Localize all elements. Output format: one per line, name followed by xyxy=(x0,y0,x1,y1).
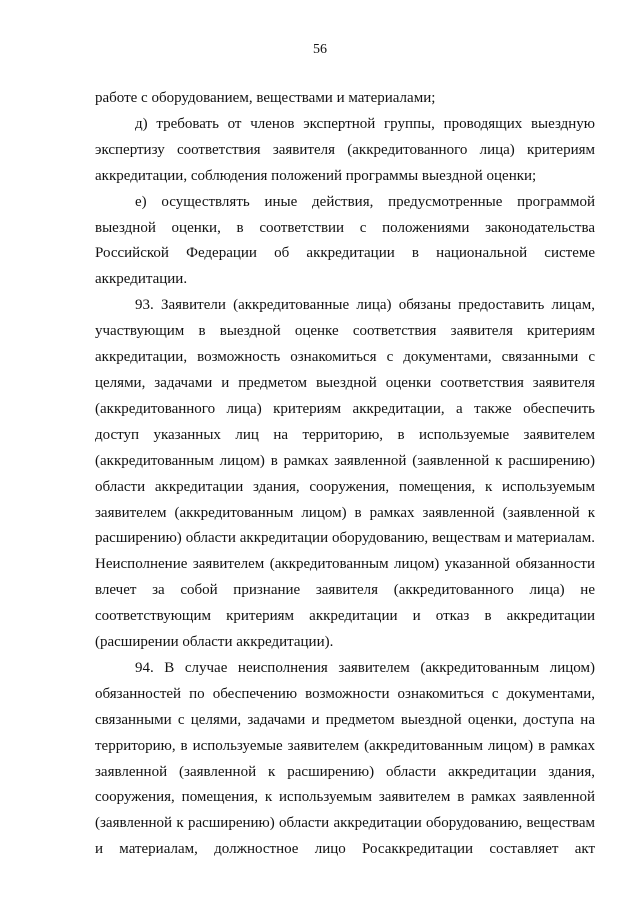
paragraph-item-e: е) осуществлять иные действия, предусмотренные программой выездной оценки, в соответствии с положениями законодательства Российской Федерации об аккредитации в национальной системе аккредитации. xyxy=(95,193,595,288)
paragraph-94: 94. В случае неисполнения заявителем (аккредитованным лицом) обязанностей по обеспечению возможности ознакомиться с документами, связанными с целями, задачами и предметом выездной оценки, доступа на территорию, в используемые заявителем (аккредитованным лицом) в рамках заявленной (заявленной к расширению) области аккредитации здания, сооружения, помещения, к используемым заявителем в рамках заявленной (заявленной к расширению) области аккредитации оборудованию, веществам и материалам, должностное лицо Росаккредитации составляет акт xyxy=(95,659,595,858)
paragraph-93: 93. Заявители (аккредитованные лица) обязаны предоставить лицам, участвующим в выездной оценке соответствия заявителя критериям аккредитации, возможность ознакомиться с документами, связанными с целями, задачами и предметом выездной оценки соответствия заявителя (аккредитованного лица) критериям аккредитации, а также обеспечить доступ указанных лиц на территорию, в используемые заявителем (аккредитованным лицом) в рамках заявленной (заявленной к расширению) области аккредитации здания, сооружения, помещения, к используемым заявителем (аккредитованным лицом) в рамках заявленной (заявленной к расширению) области аккредитации оборудованию, веществам и материалам. Неисполнение заявителем (аккредитованным лицом) указанной обязанности влечет за собой признание заявителя (аккредитованного лица) не соответствующим критериям аккредитации и отказ в аккредитации (расширении области аккредитации). xyxy=(95,297,595,651)
paragraph-continuation: работе с оборудованием, веществами и материалами; xyxy=(95,90,436,106)
paragraph-item-d: д) требовать от членов экспертной группы, проводящих выездную экспертизу соответствия заявителя (аккредитованного лица) критериям аккредитации, соблюдения положений программы выездной оценки; xyxy=(95,115,595,184)
page-number: 56 xyxy=(313,42,327,57)
document-body xyxy=(95,86,595,863)
